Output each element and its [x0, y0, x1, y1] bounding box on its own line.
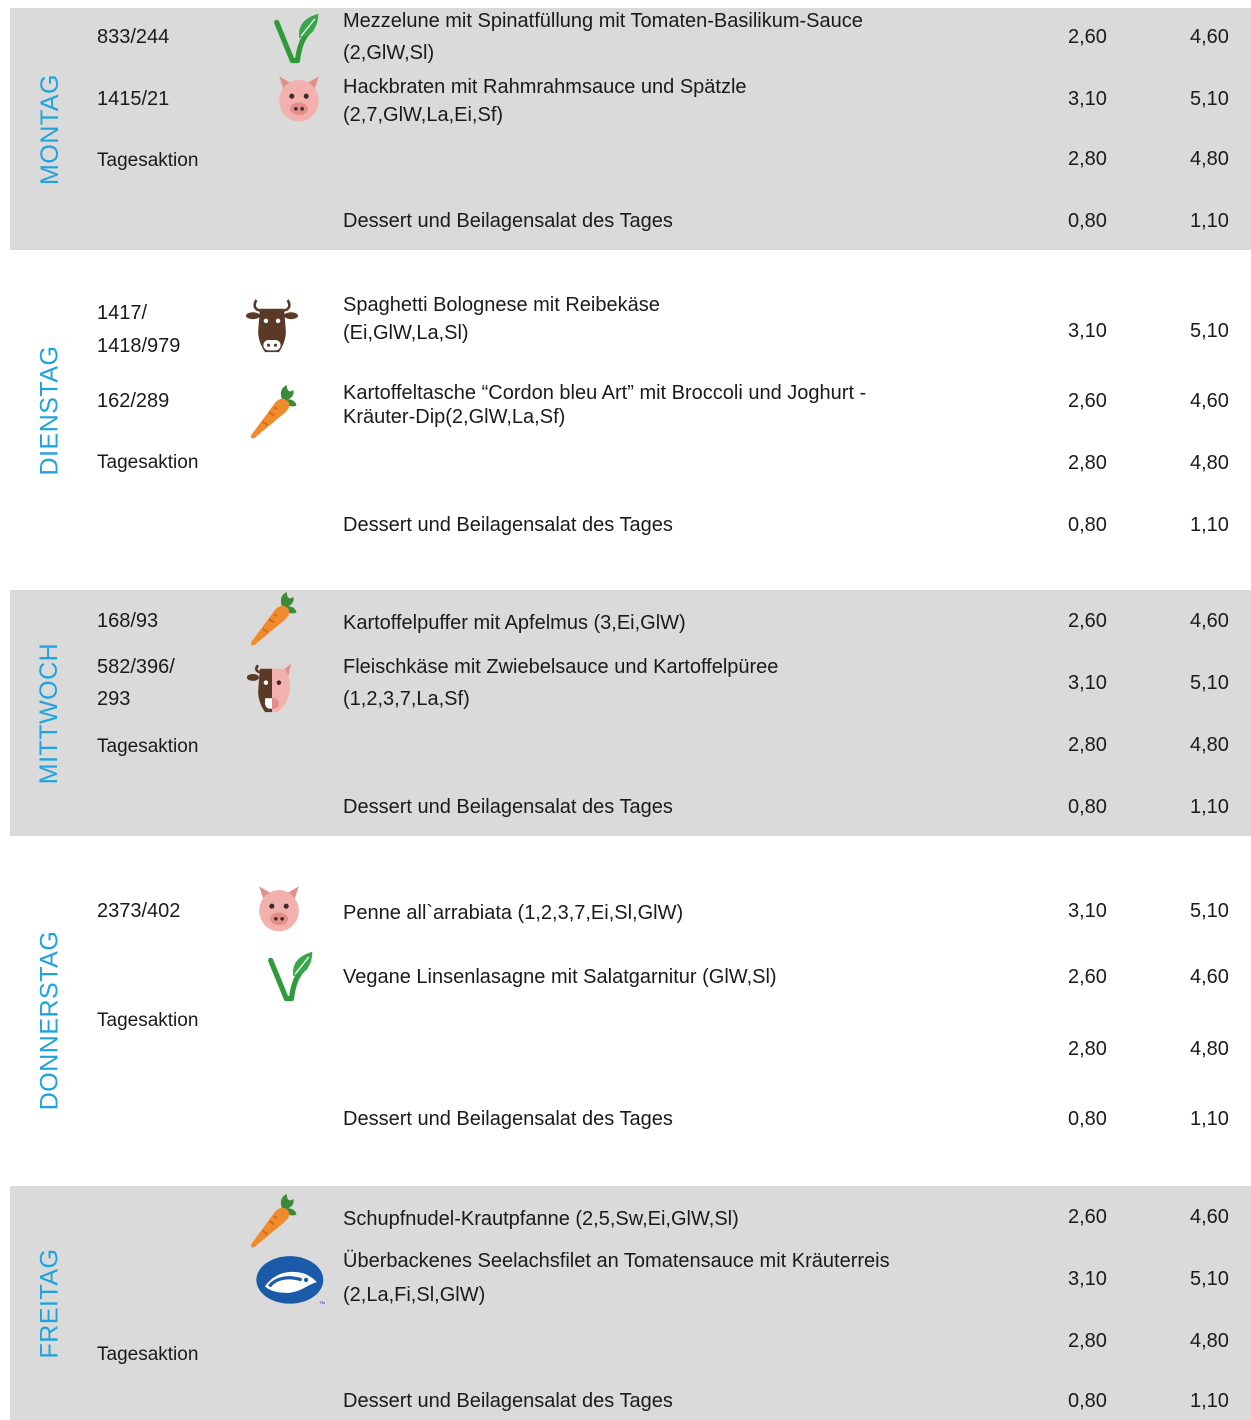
price-guest: 4,80 [1190, 734, 1229, 756]
price-guest: 5,10 [1190, 1268, 1229, 1290]
dish-code: 293 [97, 688, 131, 710]
price-student: 2,80 [1068, 1038, 1107, 1060]
day-label-mittwoch: MITTWOCH [35, 642, 64, 784]
tagesaktion-label: Tagesaktion [97, 452, 199, 473]
price-guest: 5,10 [1190, 88, 1229, 110]
dessert-line: Dessert und Beilagensalat des Tages [343, 514, 673, 536]
price-guest: 4,80 [1190, 452, 1229, 474]
price-guest: 4,60 [1190, 1206, 1229, 1228]
dish-code: 168/93 [97, 610, 159, 632]
price-student: 2,60 [1068, 390, 1107, 412]
dish-allergens: (1,2,3,7,La,Sf) [343, 688, 470, 710]
vegan-leaf-icon [262, 950, 314, 1002]
dish-code: 1415/21 [97, 88, 170, 110]
dish-name: Kartoffeltasche “Cordon bleu Art” mit Broccoli und Joghurt - [343, 382, 867, 404]
dish-allergens: Kräuter-Dip(2,GlW,La,Sf) [343, 406, 566, 428]
dish-name: Spaghetti Bolognese mit Reibekäse [343, 294, 660, 316]
tagesaktion-label: Tagesaktion [97, 1344, 199, 1365]
cow-pig-icon [246, 656, 298, 718]
price-student: 0,80 [1068, 514, 1107, 536]
carrot-icon [250, 1192, 298, 1252]
vegan-leaf-icon [268, 12, 320, 64]
dessert-line: Dessert und Beilagensalat des Tages [343, 1108, 673, 1130]
price-guest: 1,10 [1190, 1390, 1229, 1412]
price-student: 2,60 [1068, 966, 1107, 988]
day-label-dienstag: DIENSTAG [35, 345, 64, 475]
price-guest: 1,10 [1190, 796, 1229, 818]
day-label-montag: MONTAG [35, 73, 64, 185]
price-student: 2,80 [1068, 1330, 1107, 1352]
dish-allergens: (2,La,Fi,Sl,GlW) [343, 1284, 486, 1306]
price-student: 0,80 [1068, 210, 1107, 232]
dish-code: 833/244 [97, 26, 170, 48]
dish-code: 1418/979 [97, 335, 181, 357]
price-student: 3,10 [1068, 1268, 1107, 1290]
carrot-icon [250, 382, 298, 444]
dish-name: Penne all`arrabiata (1,2,3,7,Ei,Sl,GlW) [343, 902, 684, 924]
dish-code: 1417/ [97, 302, 148, 324]
price-student: 3,10 [1068, 320, 1107, 342]
price-student: 2,80 [1068, 734, 1107, 756]
dish-name: Vegane Linsenlasagne mit Salatgarnitur (GlW,Sl) [343, 966, 777, 988]
dish-name: Kartoffelpuffer mit Apfelmus (3,Ei,GlW) [343, 612, 686, 634]
dish-allergens: (Ei,GlW,La,Sl) [343, 322, 469, 344]
price-guest: 5,10 [1190, 320, 1229, 342]
price-guest: 1,10 [1190, 210, 1229, 232]
price-student: 2,60 [1068, 610, 1107, 632]
pig-icon [272, 70, 326, 126]
price-guest: 5,10 [1190, 900, 1229, 922]
tagesaktion-label: Tagesaktion [97, 736, 199, 757]
price-guest: 4,80 [1190, 1038, 1229, 1060]
tagesaktion-label: Tagesaktion [97, 150, 199, 171]
price-guest: 1,10 [1190, 1108, 1229, 1130]
dish-name: Fleischkäse mit Zwiebelsauce und Kartoffelpüree [343, 656, 779, 678]
dessert-line: Dessert und Beilagensalat des Tages [343, 1390, 673, 1412]
price-guest: 5,10 [1190, 672, 1229, 694]
price-student: 3,10 [1068, 88, 1107, 110]
price-guest: 4,60 [1190, 390, 1229, 412]
tagesaktion-label: Tagesaktion [97, 1010, 199, 1031]
dish-allergens: (2,7,GlW,La,Ei,Sf) [343, 104, 504, 126]
price-student: 2,60 [1068, 26, 1107, 48]
dish-code: 2373/402 [97, 900, 181, 922]
price-student: 0,80 [1068, 796, 1107, 818]
dish-name: Schupfnudel-Krautpfanne (2,5,Sw,Ei,GlW,Sl) [343, 1208, 739, 1230]
price-guest: 1,10 [1190, 514, 1229, 536]
price-student: 2,80 [1068, 452, 1107, 474]
msc-fish-icon [254, 1254, 330, 1308]
price-student: 0,80 [1068, 1108, 1107, 1130]
price-guest: 4,60 [1190, 26, 1229, 48]
price-student: 2,80 [1068, 148, 1107, 170]
price-student: 3,10 [1068, 900, 1107, 922]
price-student: 3,10 [1068, 672, 1107, 694]
dish-name: Hackbraten mit Rahmrahmsauce und Spätzle [343, 76, 747, 98]
dessert-line: Dessert und Beilagensalat des Tages [343, 796, 673, 818]
dessert-line: Dessert und Beilagensalat des Tages [343, 210, 673, 232]
dish-name: Mezzelune mit Spinatfüllung mit Tomaten-Basilikum-Sauce [343, 10, 863, 32]
dish-name: Überbackenes Seelachsfilet an Tomatensauce mit Kräuterreis [343, 1250, 890, 1272]
price-student: 2,60 [1068, 1206, 1107, 1228]
price-guest: 4,80 [1190, 148, 1229, 170]
cow-icon [246, 294, 298, 360]
price-guest: 4,60 [1190, 610, 1229, 632]
price-guest: 4,80 [1190, 1330, 1229, 1352]
day-label-donnerstag: DONNERSTAG [35, 930, 64, 1110]
dish-code: 162/289 [97, 390, 170, 412]
pig-icon [252, 880, 306, 936]
price-student: 0,80 [1068, 1390, 1107, 1412]
carrot-icon [250, 590, 298, 650]
dish-allergens: (2,GlW,Sl) [343, 42, 435, 64]
dish-code: 582/396/ [97, 656, 175, 678]
day-label-freitag: FREITAG [35, 1248, 64, 1358]
price-guest: 4,60 [1190, 966, 1229, 988]
